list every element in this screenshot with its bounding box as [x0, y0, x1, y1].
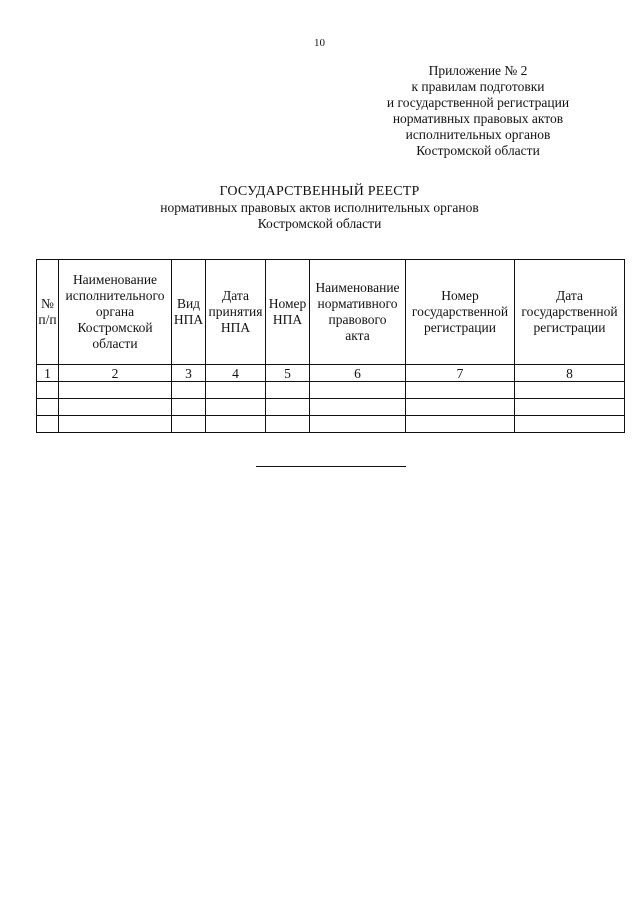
header-npa-adoption-date: Дата принятия НПА	[206, 260, 266, 365]
appendix-line: и государственной регистрации	[386, 95, 570, 110]
page-number: 10	[314, 37, 325, 49]
table-row	[37, 416, 625, 433]
appendix-line: исполнительных органов	[405, 127, 551, 142]
header-npa-type: Вид НПА	[172, 260, 206, 365]
table-cell	[206, 399, 266, 416]
column-number: 7	[406, 365, 515, 382]
appendix-line: нормативных правовых актов	[392, 111, 564, 126]
column-number: 2	[59, 365, 172, 382]
header-registration-number: Номер государственной регистрации	[406, 260, 515, 365]
appendix-line: Костромской области	[416, 143, 540, 158]
table-cell	[310, 382, 406, 399]
header-registration-date: Дата государственной регистрации	[515, 260, 625, 365]
header-npa-number: Номер НПА	[266, 260, 310, 365]
table-cell	[310, 416, 406, 433]
document-subtitle-line-2: Костромской области	[257, 216, 382, 231]
table-cell	[266, 399, 310, 416]
document-subtitle-line-1: нормативных правовых актов исполнительных органов	[160, 200, 479, 215]
column-number: 3	[172, 365, 206, 382]
column-number-row	[37, 365, 625, 382]
table-cell	[59, 382, 172, 399]
column-number: 6	[310, 365, 406, 382]
table-cell	[172, 399, 206, 416]
table-cell	[172, 382, 206, 399]
table-cell	[37, 399, 59, 416]
document-title: ГОСУДАРСТВЕННЫЙ РЕЕСТР	[219, 184, 420, 199]
column-number: 5	[266, 365, 310, 382]
table-row	[37, 382, 625, 399]
table-cell	[37, 382, 59, 399]
table-cell	[206, 382, 266, 399]
registry-table	[36, 259, 625, 433]
column-number: 8	[515, 365, 625, 382]
table-cell	[37, 416, 59, 433]
table-cell	[266, 416, 310, 433]
table-cell	[266, 382, 310, 399]
column-number: 4	[206, 365, 266, 382]
appendix-block	[318, 63, 638, 159]
table-cell	[406, 399, 515, 416]
table-cell	[310, 399, 406, 416]
table-cell	[59, 416, 172, 433]
header-executive-body-name: Наименование исполнительного органа Костромской области	[59, 260, 172, 365]
table-header-row	[37, 260, 625, 365]
document-title-block	[0, 183, 639, 232]
appendix-line: к правилам подготовки	[411, 79, 545, 94]
table-row	[37, 399, 625, 416]
header-act-name: Наименование нормативного правового акта	[310, 260, 406, 365]
table-cell	[406, 382, 515, 399]
table-cell	[172, 416, 206, 433]
table-cell	[406, 416, 515, 433]
table-cell	[206, 416, 266, 433]
table-cell	[515, 399, 625, 416]
table-cell	[59, 399, 172, 416]
table-cell	[515, 416, 625, 433]
header-row-number: № п/п	[37, 260, 59, 365]
closing-divider-line	[256, 466, 406, 467]
column-number: 1	[37, 365, 59, 382]
appendix-line: Приложение № 2	[428, 63, 528, 78]
table-cell	[515, 382, 625, 399]
